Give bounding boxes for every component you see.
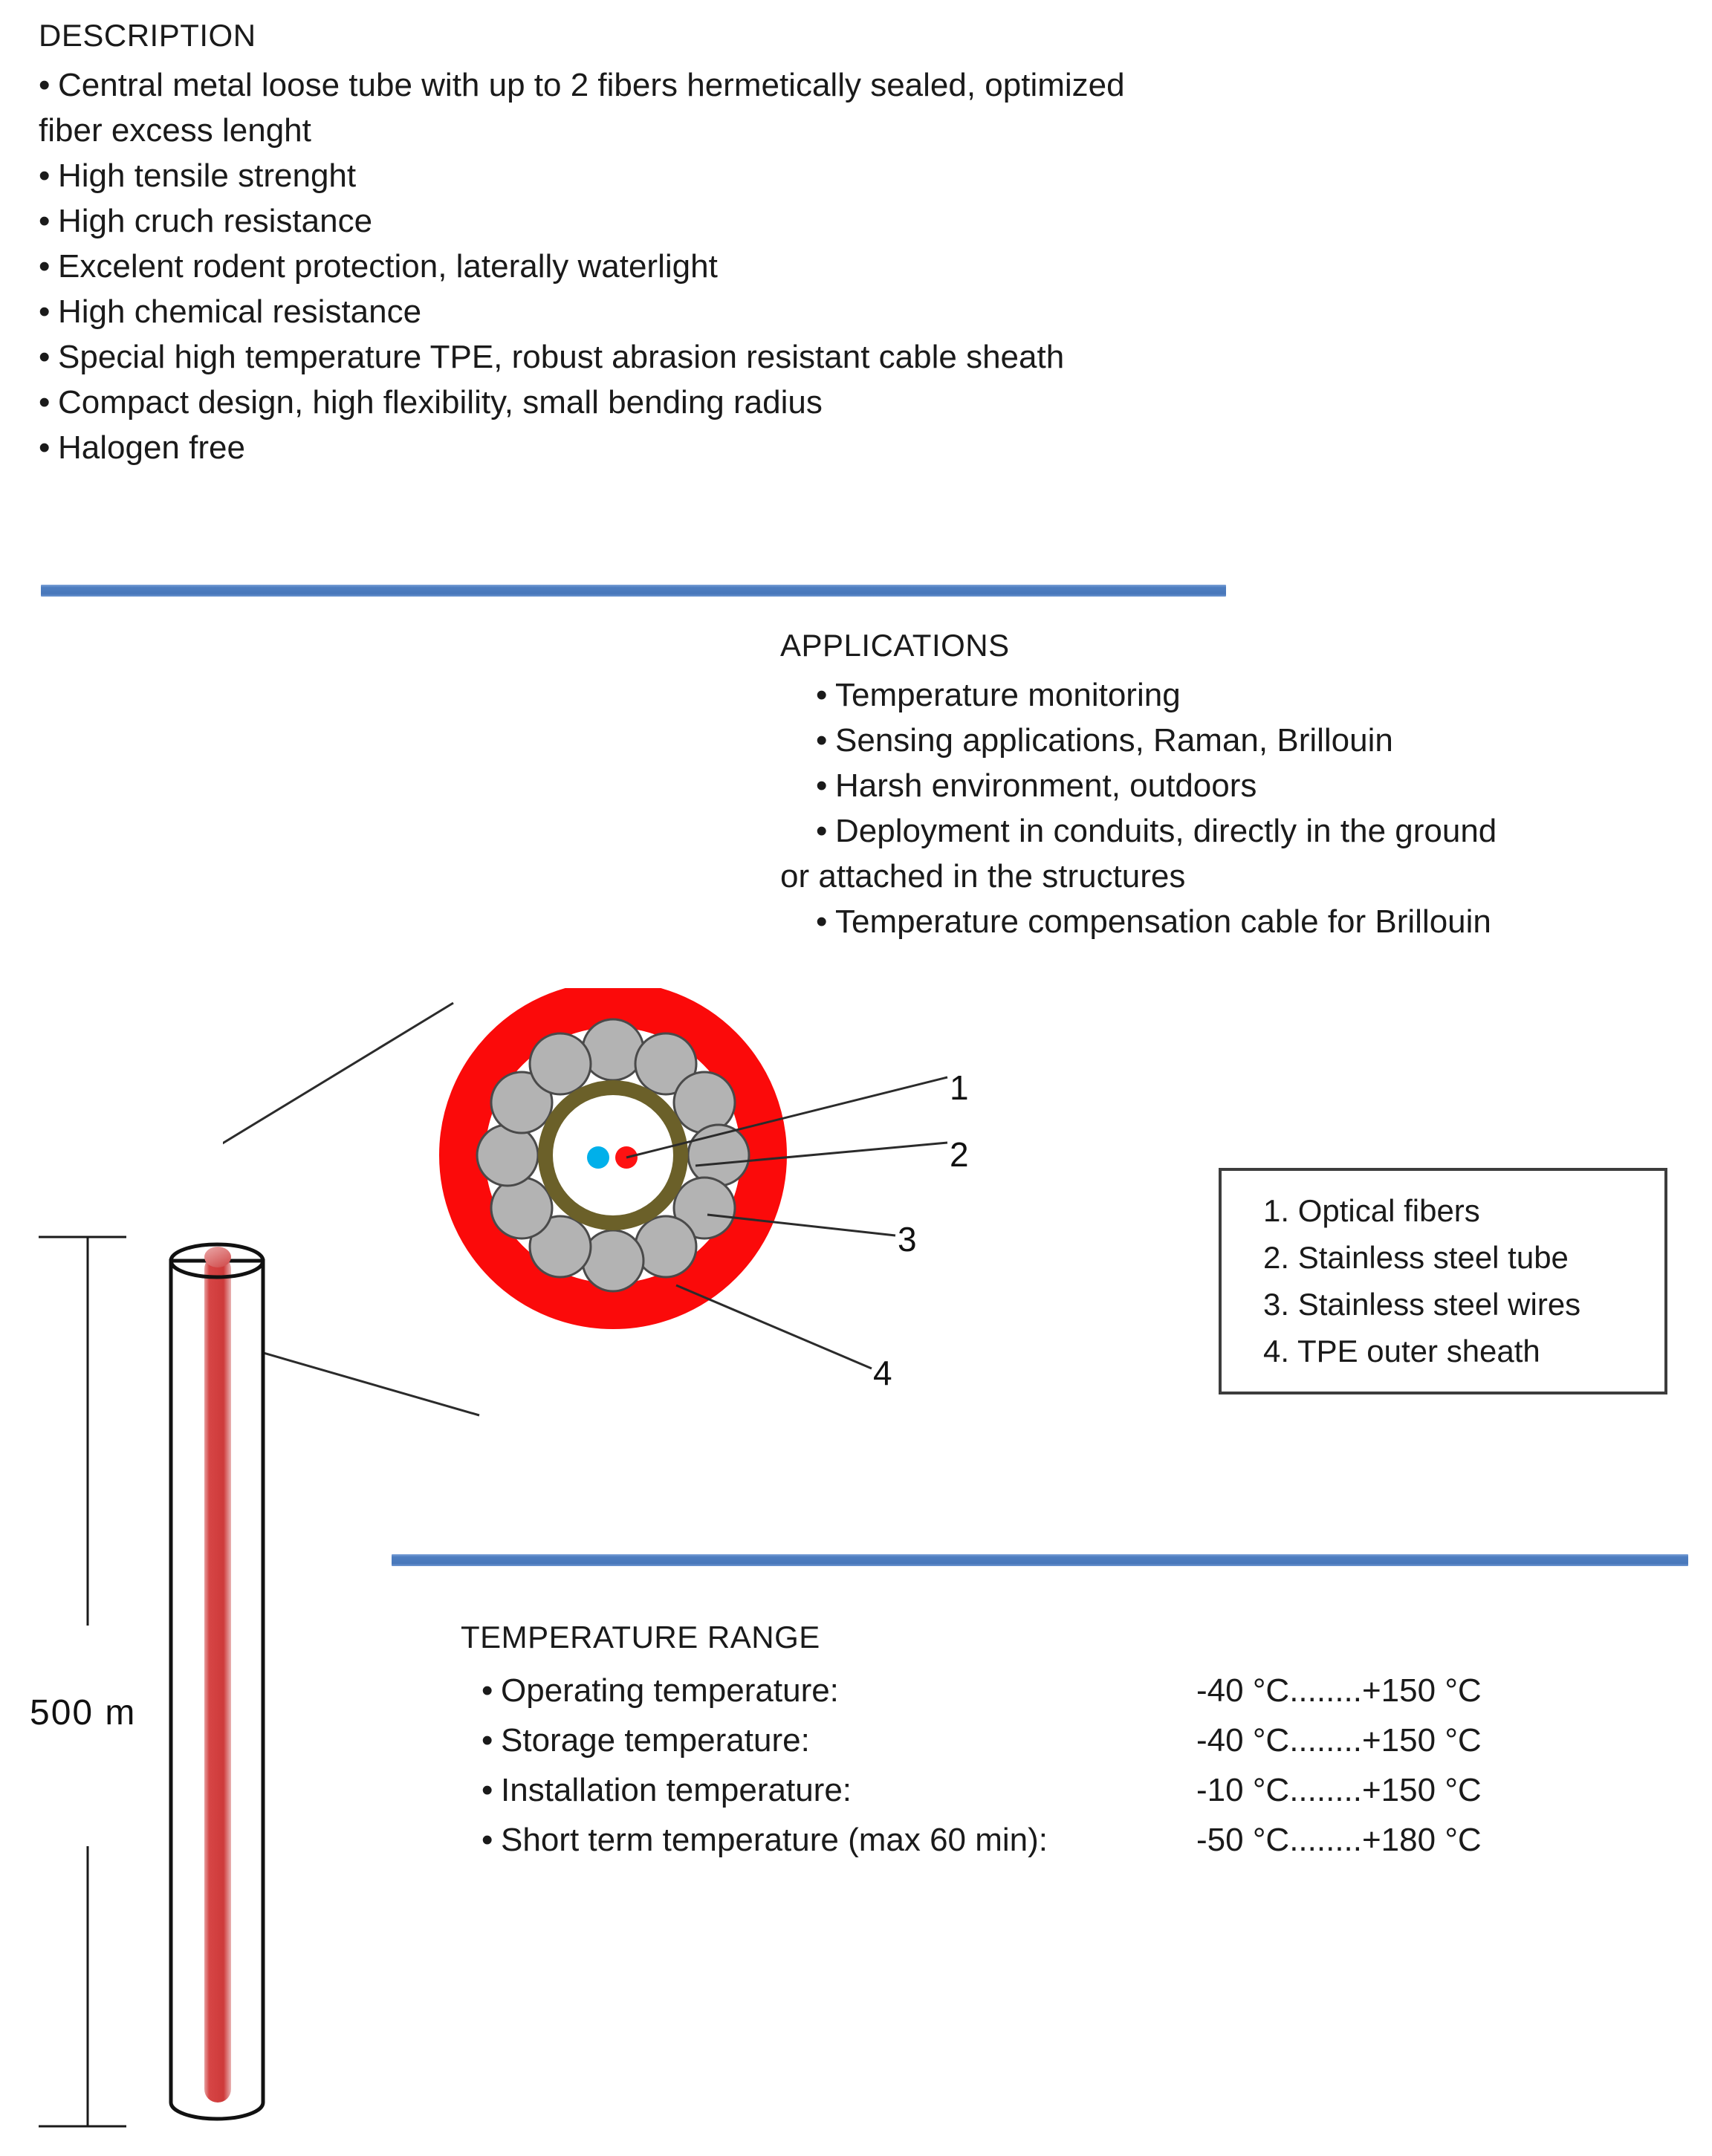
description-bullet-text: Central metal loose tube with up to 2 fibers hermetically sealed, optimized bbox=[58, 67, 1125, 103]
bullet-dot-icon: • bbox=[39, 384, 51, 421]
temperature-row-label: Short term temperature (max 60 min): bbox=[501, 1822, 1048, 1858]
applications-bullet bbox=[780, 808, 1702, 854]
description-bullet bbox=[39, 334, 1450, 380]
bullet-dot-icon: • bbox=[482, 1822, 493, 1858]
description-bullet bbox=[39, 289, 1450, 334]
temperature-row-value: -40 °C........+150 °C bbox=[1196, 1722, 1482, 1759]
temperature-row-label: Operating temperature: bbox=[501, 1672, 839, 1709]
section-divider-top bbox=[41, 585, 1226, 597]
temperature-row-label: Installation temperature: bbox=[501, 1772, 852, 1808]
description-bullet-text: Halogen free bbox=[58, 429, 245, 466]
applications-bullet-continuation: or attached in the structures bbox=[780, 858, 1186, 894]
applications-bullet-text: Sensing applications, Raman, Brillouin bbox=[835, 722, 1393, 759]
cable-cross-section-diagram bbox=[223, 988, 988, 1478]
description-heading: DESCRIPTION bbox=[39, 18, 256, 53]
callout-leader-4 bbox=[676, 1285, 872, 1368]
temperature-range-heading: TEMPERATURE RANGE bbox=[461, 1620, 820, 1655]
steel-wire bbox=[674, 1072, 735, 1133]
temperature-row bbox=[461, 1765, 1620, 1815]
temperature-range-section bbox=[461, 1620, 1620, 1865]
applications-bullet bbox=[780, 899, 1702, 944]
applications-bullet bbox=[780, 763, 1702, 808]
description-bullet-text: Special high temperature TPE, robust abrasion resistant cable sheath bbox=[58, 339, 1065, 375]
steel-wire bbox=[491, 1178, 552, 1238]
description-bullet-text: High chemical resistance bbox=[58, 293, 422, 330]
bullet-dot-icon: • bbox=[39, 67, 51, 103]
steel-wire bbox=[583, 1019, 643, 1080]
legend-item: 2. Stainless steel tube bbox=[1263, 1240, 1569, 1275]
applications-bullet-text: Temperature monitoring bbox=[835, 677, 1181, 713]
bullet-dot-icon: • bbox=[39, 203, 51, 239]
bullet-dot-icon: • bbox=[39, 339, 51, 375]
legend-item: 3. Stainless steel wires bbox=[1263, 1287, 1581, 1322]
description-bullet-text: Excelent rodent protection, laterally waterlight bbox=[58, 248, 718, 285]
bullet-dot-icon: • bbox=[816, 722, 828, 759]
temperature-row-label-wrap bbox=[461, 1822, 1048, 1858]
applications-bullet bbox=[780, 672, 1702, 718]
bullet-dot-icon: • bbox=[816, 903, 828, 940]
temperature-row-value: -10 °C........+150 °C bbox=[1196, 1772, 1482, 1808]
description-section bbox=[39, 18, 1450, 470]
temperature-row-label: Storage temperature: bbox=[501, 1722, 810, 1759]
bullet-dot-icon: • bbox=[39, 429, 51, 466]
description-bullet bbox=[39, 380, 1450, 425]
stainless-steel-tube-ring bbox=[545, 1088, 681, 1223]
temperature-row-value: -40 °C........+150 °C bbox=[1196, 1672, 1482, 1709]
applications-bullet-text: Deployment in conduits, directly in the ground bbox=[835, 813, 1497, 849]
bullet-dot-icon: • bbox=[482, 1722, 493, 1759]
description-bullet bbox=[39, 244, 1450, 289]
legend-list bbox=[1222, 1171, 1664, 1374]
bullet-dot-icon: • bbox=[39, 158, 51, 194]
temperature-row bbox=[461, 1715, 1620, 1765]
temperature-row-label-wrap bbox=[461, 1672, 839, 1709]
steel-wire bbox=[477, 1125, 538, 1186]
description-bullet bbox=[39, 425, 1450, 470]
bullet-dot-icon: • bbox=[816, 813, 828, 849]
description-bullet-text: High cruch resistance bbox=[58, 203, 373, 239]
callout-number-1: 1 bbox=[950, 1068, 969, 1107]
cable-drum-diagram bbox=[22, 1218, 334, 2147]
zoom-leader-line-top bbox=[223, 1003, 453, 1174]
description-bullet bbox=[39, 198, 1450, 244]
length-dimension-line bbox=[39, 1237, 126, 2126]
bullet-dot-icon: • bbox=[816, 767, 828, 804]
cable-rod bbox=[204, 1256, 231, 2103]
optical-fiber-blue bbox=[587, 1146, 609, 1169]
steel-wire bbox=[635, 1216, 696, 1277]
bullet-dot-icon: • bbox=[816, 677, 828, 713]
applications-bullet-text: Harsh environment, outdoors bbox=[835, 767, 1257, 804]
section-divider-middle bbox=[392, 1554, 1688, 1566]
applications-bullet bbox=[780, 718, 1702, 763]
applications-bullet-text: Temperature compensation cable for Brillouin bbox=[835, 903, 1491, 940]
temperature-row-value: -50 °C........+180 °C bbox=[1196, 1822, 1482, 1858]
bullet-dot-icon: • bbox=[39, 248, 51, 285]
callout-number-2: 2 bbox=[950, 1135, 969, 1174]
description-bullet-text: High tensile strenght bbox=[58, 158, 357, 194]
temperature-row-label-wrap bbox=[461, 1722, 810, 1759]
legend-item: 4. TPE outer sheath bbox=[1263, 1334, 1540, 1368]
callout-number-4: 4 bbox=[873, 1354, 892, 1392]
cross-section-legend-box bbox=[1219, 1168, 1667, 1394]
applications-heading: APPLICATIONS bbox=[780, 628, 1010, 663]
legend-item: 1. Optical fibers bbox=[1263, 1193, 1480, 1228]
callout-number-3: 3 bbox=[898, 1220, 917, 1259]
temperature-row bbox=[461, 1815, 1620, 1865]
description-bullet-text: Compact design, high flexibility, small bending radius bbox=[58, 384, 823, 421]
temperature-row-label-wrap bbox=[461, 1772, 852, 1808]
cable-top-cap bbox=[204, 1247, 231, 1267]
cable-drum-cylinder bbox=[171, 1244, 263, 2119]
bullet-dot-icon: • bbox=[39, 293, 51, 330]
bullet-dot-icon: • bbox=[482, 1672, 493, 1709]
steel-wire bbox=[530, 1033, 591, 1094]
cable-length-label: 500 m bbox=[30, 1693, 137, 1733]
steel-wire bbox=[583, 1230, 643, 1291]
description-bullet bbox=[39, 62, 1450, 108]
description-bullet bbox=[39, 153, 1450, 198]
bullet-dot-icon: • bbox=[482, 1772, 493, 1808]
applications-section bbox=[780, 628, 1702, 944]
temperature-row bbox=[461, 1666, 1620, 1715]
description-bullet-continuation: fiber excess lenght bbox=[39, 112, 311, 149]
